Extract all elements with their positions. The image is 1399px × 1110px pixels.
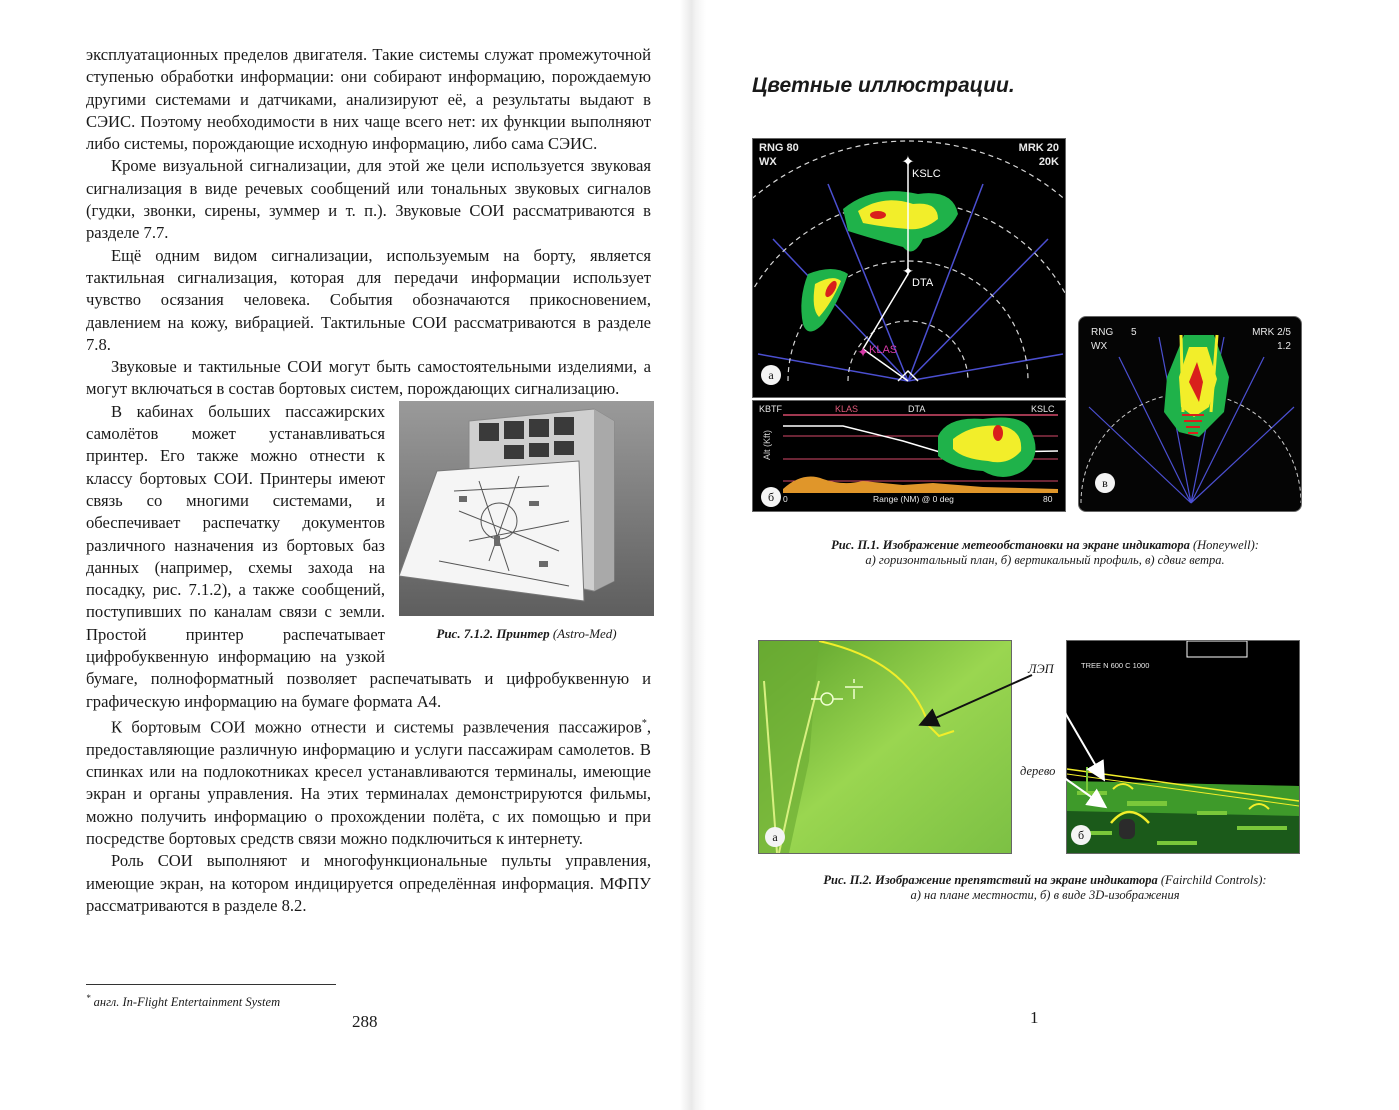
footnote-divider (86, 984, 336, 985)
section-title: Цветные иллюстрации. (752, 74, 1015, 97)
waypoint-star-icon: ✦ (857, 346, 869, 361)
paragraph: Ещё одним видом сигнализации, используемым на борту, является тактильная сигнализация, которая для передачи информации использует чувство осязания человека. События обозначаются прикосновением, давлением на кожу, вибрацией. Тактильные СОИ рассматриваются в разделе 7.8. (86, 245, 651, 354)
panel-badge: в (1095, 473, 1115, 493)
range-value: 5 (1131, 327, 1137, 338)
page-number: 1 (1030, 1008, 1039, 1027)
waypoint-star-icon: ✦ (902, 265, 914, 280)
range-label: RNG 80 (759, 142, 799, 154)
printer-figure-caption: Рис. 7.1.2. Принтер (Astro-Med) (436, 625, 617, 641)
waypoint-kslc: KSLC (912, 168, 941, 180)
left-page-body (86, 44, 651, 917)
profile-x-start: 0 (783, 494, 788, 504)
mrk-label: MRK 20 (1018, 142, 1059, 154)
wx-label: WX (759, 156, 777, 168)
waypoint-klas: KLAS (869, 344, 898, 356)
left-page (0, 0, 690, 1110)
panel-badge: б (1071, 825, 1091, 845)
right-page (690, 0, 1399, 1110)
waypoint-dta: DTA (912, 277, 934, 289)
printer-figure (399, 401, 654, 645)
paragraph: К бортовым СОИ можно отнести и системы развлечения пассажиров*, предоставляющие различную информацию и услуги пассажирам самолетов. В спинках или на подлокотниках кресел устанавливаются терминалы, имеющие экран и органы управления. На этих терминалах демонстрируются фильмы, можно получить информацию о прохождении полёта, с их помощью и при посредстве бортовых средств связи можно подключиться к интернету. (86, 717, 651, 848)
range-label: RNG (1091, 327, 1114, 338)
annotation-power-line: ЛЭП (1028, 662, 1054, 676)
paragraph: Кроме визуальной сигнализации, для этой же цели используется звуковая сигнализация в виде речевых сообщений или тональных звуковых сигналов (гудки, звонки, сирены, зуммер и т. п.). Звуковые СОИ рассматриваются в разделе 7.7. (86, 156, 651, 243)
annotation-arrows (690, 0, 1399, 1110)
page-number: 288 (352, 1012, 378, 1031)
paragraph: эксплуатационных пределов двигателя. Такие системы служат промежуточной ступенью обработки информации: они собирают информацию, порождаемую другими системами и датчиками, анализируют её, а результаты выдают в СЭИС. Поэтому необходимости в них чаще всего нет: их функции выполняют либо системы, порождающие исходную информацию, либо сама СЭИС. (86, 45, 651, 154)
waypoint-klas: KLAS (835, 404, 859, 414)
panel-badge: б (761, 487, 781, 507)
printer-photo (399, 401, 654, 616)
panel-badge: а (761, 365, 781, 385)
mrk-label: MRK 2/5 (1252, 327, 1291, 338)
hud-readout: TREE N 600 C 1000 (1081, 661, 1150, 670)
figure-caption: Рис. П.1. Изображение метеообстановки на экране индикатора (Honeywell): а) горизонтальный план, б) вертикальный профиль, в) сдвиг ветра. (831, 538, 1259, 567)
altitude-label: 20K (1038, 156, 1059, 168)
profile-y-label: Alt (Kft) (762, 429, 772, 460)
paragraph: Звуковые и тактильные СОИ могут быть самостоятельными изделиями, а могут включаться в состав бортовых систем, порождающих сигнализацию. (86, 357, 651, 399)
figure-caption: Рис. П.2. Изображение препятствий на экране индикатора (Fairchild Controls): а) на плане местности, б) в виде 3D-изображения (823, 873, 1267, 902)
profile-x-label: Range (NM) @ 0 deg (873, 494, 954, 504)
wx-label: WX (1091, 341, 1108, 352)
waypoint-dta: DTA (908, 404, 926, 414)
annotation-tree: дерево (1020, 764, 1056, 778)
waypoint-star-icon: ✦ (901, 154, 915, 171)
profile-x-end: 80 (1043, 494, 1053, 504)
panel-badge: а (765, 827, 785, 847)
paragraph: Роль СОИ выполняют и многофункциональные пульты управления, имеющие экран, на котором индицируется определённая информация. МФПУ рассматриваются в разделе 8.2. (86, 851, 651, 915)
footnote: * англ. In-Flight Entertainment System (86, 993, 281, 1010)
paragraph: В кабинах больших пассажирских самолётов может устанавливаться принтер. Его также можно отнести к классу бортовых СОИ. Принтеры имеют связь со многими системами, и обеспечивает распечатку документов различного назначения из бортовых баз данных (например, схемы захода на посадку, рис. 7.1.2), а также сообщений, поступивших по каналам связи с земли. Простой принтер распечатывает цифробуквенную информацию на узкой бумаге, полноформатный позволяет распечатывать и цифробуквенную и графическую информацию на бумаге формата А4. (86, 401, 651, 711)
altitude-label: 1.2 (1277, 341, 1291, 352)
waypoint-kslc: KSLC (1031, 404, 1055, 414)
waypoint-kbtf: KBTF (759, 404, 783, 414)
